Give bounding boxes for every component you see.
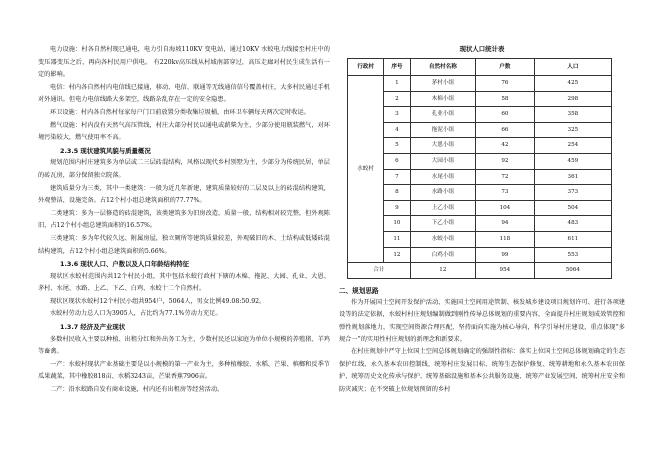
village-name-cell: 下乙小组	[410, 216, 475, 232]
left-column	[38, 44, 330, 397]
serial-cell: 10	[384, 216, 410, 232]
population-section-heading: 1.3.6 现状人口、户数以及人口年龄结构特征	[60, 260, 190, 269]
table-row	[348, 91, 612, 107]
header-village-name: 自然村名称	[410, 59, 475, 76]
building-class2-paragraph: 二类建筑：多为一层修造的砖混建筑，该类建筑多为旧房改造，质量一般，结构相对较完整，但外观陈旧，占12个村小组总建筑面积的16.57%。	[38, 209, 330, 230]
population-scope-paragraph: 现状区水蛟村范围内共12个村民小组，其中包括水蛟行政村下辖的木棉、拖泥、大园、孔业、大恩、茅村、水尾、水路、上乙、下乙、白鸡、水蛟十二个自然村。	[38, 272, 330, 293]
total-population-cell: 5064	[534, 263, 611, 279]
households-cell: 72	[476, 169, 535, 185]
table-row	[348, 200, 612, 216]
building-style-paragraph: 规划范围内村庄建筑多为单层或二三层砖混结构，风格以现代乡村别墅为主，少部分为传统民居，单层的砖瓦房，部分保留独立院落。	[38, 159, 330, 179]
building-section-heading: 2.3.5 现状建筑风貌与质量概况	[60, 146, 151, 155]
planning-indicators-paragraph: 在村庄规划中严守上位国土空间总体规划确定的强制性指标：落实上位国土空间总体规划确定的生态保护红线、永久基本农田控制线，统筹村庄发展目标、统筹生态保护修复、统筹耕地和永久基本农田保护、统筹历史文化传承与保护、统筹基础设施和基本公共服务设施、统筹产业发展空间、统筹村庄安全和防灾减灾；在不突破上位规划预留的乡村	[339, 348, 625, 393]
serial-cell: 7	[384, 169, 410, 185]
serial-cell: 3	[384, 107, 410, 123]
serial-cell: 6	[384, 153, 410, 169]
population-cell: 611	[534, 231, 611, 247]
village-name-cell: 水尾小组	[410, 169, 475, 185]
sanitation-paragraph: 环卫设施：村内各自然村每家每户门口前放置分类收集垃圾桶，由环卫车辆每天两次定时收运。	[50, 108, 310, 116]
table-row	[348, 247, 612, 263]
table-title: 现状人口统计表	[459, 45, 505, 53]
population-cell: 358	[534, 107, 611, 123]
admin-village-cell: 水蛟村	[348, 76, 384, 263]
serial-cell: 4	[384, 122, 410, 138]
population-cell: 298	[534, 91, 611, 107]
table-row	[348, 169, 612, 185]
header-serial: 序号	[384, 59, 410, 76]
village-name-cell: 水路小组	[410, 185, 475, 201]
village-name-cell: 木棉小组	[410, 91, 475, 107]
table-row	[348, 185, 612, 201]
building-class1-paragraph: 建筑质量分为三类，其中一类建筑：一般为近几年新建，建筑质量较好的二层及以上的砖混结构建筑，外观整洁，设施完备。占12个村小组总建筑面积的77.77%。	[38, 184, 330, 205]
households-cell: 66	[476, 122, 535, 138]
total-serial-cell: 12	[410, 263, 475, 279]
population-cell: 553	[534, 247, 611, 263]
header-households: 户数	[476, 59, 535, 76]
households-cell: 94	[476, 216, 535, 232]
village-name-cell: 水蛟小组	[410, 231, 475, 247]
village-name-cell: 茅村小组	[410, 76, 475, 92]
village-name-cell: 孔业小组	[410, 107, 475, 123]
header-population: 人口	[534, 59, 611, 76]
population-cell: 254	[534, 138, 611, 154]
households-cell: 99	[476, 247, 535, 263]
village-name-cell: 上乙小组	[410, 200, 475, 216]
village-name-cell: 大园小组	[410, 153, 475, 169]
population-cell: 325	[534, 122, 611, 138]
total-label-cell: 合计	[348, 263, 411, 279]
village-name-cell: 白鸡小组	[410, 247, 475, 263]
population-cell: 504	[534, 200, 611, 216]
table-row	[348, 138, 612, 154]
serial-cell: 1	[384, 76, 410, 92]
labor-force-paragraph: 水蛟村劳动力总人口为3905人，占比约为77.1%劳动力充足。	[50, 310, 222, 318]
table-row	[348, 107, 612, 123]
households-cell: 118	[476, 231, 535, 247]
gas-facilities-paragraph: 燃气设施：村内没有天然气高压管线，村庄大部分村民以通电或薪柴为主，少部分使用瓶装燃气，对环境污染较大，燃气使用率不高。	[38, 121, 330, 142]
serial-cell: 2	[384, 91, 410, 107]
planning-basis-paragraph: 作为开展国土空间开发保护活动、实施国土空间用途管制、核发城乡建设项目规划许可、进行各项建设等的法定依据，水蛟村村庄规划编制做到刚性传导总体规划的重要内容，全面提升村庄规划成效管控和弹性规划落地力，实现空间资源合理匹配，坚持面向实施为核心导向，科学引导村庄建设，重点体现“多规合一”的实用性村庄规划的新理念和新要求。	[339, 298, 625, 343]
total-households-cell: 954	[476, 263, 535, 279]
table-row	[348, 76, 612, 92]
header-admin-village: 行政村	[348, 59, 384, 76]
population-cell: 373	[534, 185, 611, 201]
power-facilities-paragraph: 电力设施：村各自然村现已通电，电力引自海坡110KV 变电站，通过10KV 水蛟电力线接至村庄中的变压器变压之后，再向各村民用户供电。 有220kv高压线从村域南部穿过，高压走廊对村民生成生活有一定的影响。	[38, 46, 330, 79]
population-cell: 459	[534, 153, 611, 169]
households-cell: 60	[476, 107, 535, 123]
serial-cell: 12	[384, 247, 410, 263]
telecom-paragraph: 电信：村内各自然村内电信线已接通，移动、电信、联通等无线通信信号覆盖村庄，大多村民通过手机对外通讯。但电力电信线路大多架空，线路杂乱存在一定的安全隐患。	[38, 83, 330, 104]
households-cell: 73	[476, 185, 535, 201]
village-name-cell: 拖泥小组	[410, 122, 475, 138]
serial-cell: 11	[384, 231, 410, 247]
households-cell: 42	[476, 138, 535, 154]
serial-cell: 8	[384, 185, 410, 201]
population-cell: 361	[534, 169, 611, 185]
secondary-industry-paragraph: 二产：沿水蛟路自发有商业设施，村内还有出租房等经营活动。	[50, 386, 224, 394]
population-table	[347, 58, 612, 279]
right-column	[339, 44, 625, 396]
income-paragraph: 多数村民收入主要以种植、出租分红和外出务工为主，少数村民还以家庭为单位小规模的养殖猪、羊鸡等畜禽。	[38, 335, 330, 356]
table-header-row	[348, 59, 612, 76]
table-row	[348, 122, 612, 138]
economy-section-heading: 1.3.7 经济及产业现状	[60, 323, 126, 332]
serial-cell: 9	[384, 200, 410, 216]
households-cell: 58	[476, 91, 535, 107]
table-row	[348, 231, 612, 247]
population-cell: 483	[534, 216, 611, 232]
table-total-row	[348, 263, 612, 279]
table-row	[348, 216, 612, 232]
households-cell: 104	[476, 200, 535, 216]
building-class3-paragraph: 三类建筑：多为年代较久远、附属房屋，独立厕所等建筑质量较差，外观破旧的木、土结构或低矮砖混结构建筑，占12个村小组总建筑面积的5.66%。	[38, 234, 330, 255]
table-body	[348, 76, 612, 279]
serial-cell: 5	[384, 138, 410, 154]
primary-industry-paragraph: 一产：水蛟村现状产业基础主要是以小规模的第一产业为主，多种植橡胶、水稻、芒果、槟榔和反季节瓜果蔬菜，其中橡胶818亩、水稻3243亩，芒果香蕉7906亩。	[38, 360, 330, 381]
planning-section-title: 二、规划思路	[339, 286, 379, 295]
households-cell: 92	[476, 153, 535, 169]
households-cell: 76	[476, 76, 535, 92]
population-cell: 425	[534, 76, 611, 92]
table-row	[348, 153, 612, 169]
village-name-cell: 大恩小组	[410, 138, 475, 154]
population-count-paragraph: 现状区现状水蛟村12个村民小组共954户，5064人，男女比例49.08:50.92。	[50, 297, 266, 305]
